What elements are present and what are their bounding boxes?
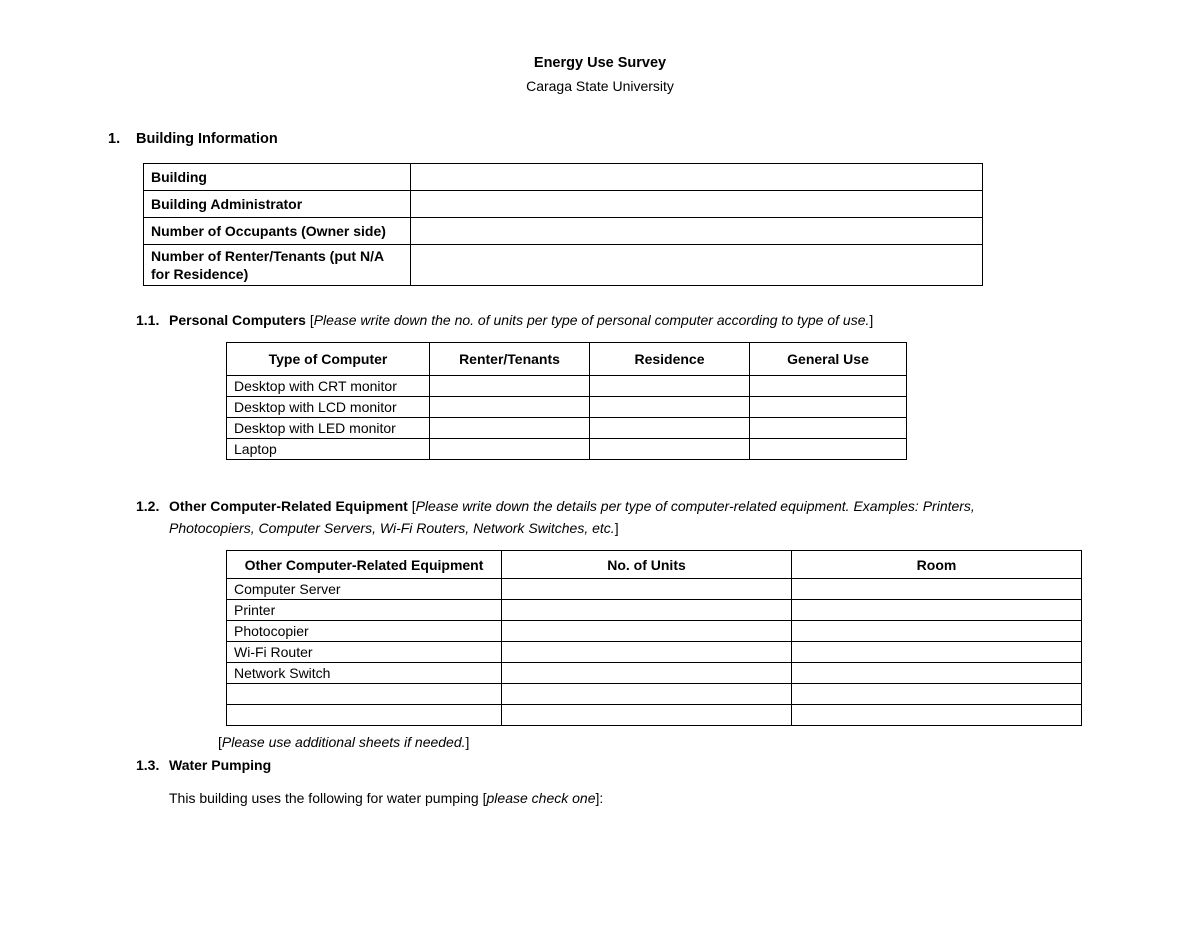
units-cell[interactable] [502,663,792,684]
water-pumping-instruction [169,790,603,806]
renter-tenants-cell[interactable] [430,418,590,439]
bracket-open: [ [309,312,314,328]
building-field[interactable] [411,164,983,191]
column-header: No. of Units [502,551,792,579]
table-header-row [227,551,1082,579]
computer-type-cell: Desktop with LCD monitor [227,397,430,418]
equipment-cell[interactable] [227,705,502,726]
units-cell[interactable] [502,705,792,726]
table-row [227,376,907,397]
general-use-cell[interactable] [750,418,907,439]
section-1-1-heading [136,309,873,331]
residence-cell[interactable] [590,376,750,397]
table-header-row [227,343,907,376]
column-header: Type of Computer [227,343,430,376]
general-use-cell[interactable] [750,376,907,397]
section-1-1-title: Personal Computers [169,312,306,328]
table-row [227,684,1082,705]
column-header: Renter/Tenants [430,343,590,376]
column-header: Other Computer-Related Equipment [227,551,502,579]
page-title: Energy Use Survey [533,55,667,71]
renter-tenants-cell[interactable] [430,397,590,418]
general-use-cell[interactable] [750,439,907,460]
section-1-3-heading [136,754,271,776]
room-cell[interactable] [792,621,1082,642]
units-cell[interactable] [502,579,792,600]
units-cell[interactable] [502,642,792,663]
number-of-occupants-field[interactable] [411,218,983,245]
computer-type-cell: Desktop with LED monitor [227,418,430,439]
equipment-cell: Network Switch [227,663,502,684]
residence-cell[interactable] [590,397,750,418]
bracket-close: ] [869,312,874,328]
section-1-2-heading [136,495,975,539]
computer-type-cell: Desktop with CRT monitor [227,376,430,397]
table-row [227,705,1082,726]
bracket-open: [ [411,498,416,514]
renter-tenants-cell[interactable] [430,439,590,460]
column-header: Residence [590,343,750,376]
instruction-text-end: ]: [595,790,604,806]
room-cell[interactable] [792,600,1082,621]
equipment-cell: Photocopier [227,621,502,642]
number-of-occupants-label: Number of Occupants (Owner side) [144,218,411,245]
table-row [227,439,907,460]
table-row [227,600,1082,621]
additional-sheets-note-text: Please use additional sheets if needed. [221,734,466,750]
instruction-text: This building uses the following for water pumping [ [169,790,487,806]
bracket-close: ] [614,520,619,536]
column-header: Room [792,551,1082,579]
other-equipment-table [226,550,1082,726]
computer-type-cell: Laptop [227,439,430,460]
section-1-2-note-line-1: Please write down the details per type of computer-related equipment. Examples: Printers, [415,498,975,514]
room-cell[interactable] [792,663,1082,684]
room-cell[interactable] [792,642,1082,663]
table-row [144,164,983,191]
room-cell[interactable] [792,684,1082,705]
number-of-renters-label: Number of Renter/Tenants (put N/A for Residence) [144,245,411,286]
units-cell[interactable] [502,684,792,705]
section-1-3-title: Water Pumping [169,757,272,773]
table-row [227,418,907,439]
page-subtitle: Caraga State University [526,78,674,94]
residence-cell[interactable] [590,439,750,460]
section-1-2-number: 1.2. [136,498,160,514]
section-1-1-note: Please write down the no. of units per type of personal computer according to type of use. [313,312,870,328]
units-cell[interactable] [502,600,792,621]
number-of-renters-field[interactable] [411,245,983,286]
table-row [144,191,983,218]
building-information-table [143,163,983,286]
section-1-number: 1. [108,131,121,147]
table-row [227,621,1082,642]
table-row [227,397,907,418]
equipment-cell: Wi-Fi Router [227,642,502,663]
personal-computers-table [226,342,907,460]
bracket-open: [ [218,734,222,750]
room-cell[interactable] [792,579,1082,600]
section-1-heading [108,131,278,147]
units-cell[interactable] [502,621,792,642]
section-1-2-note-line-2: Photocopiers, Computer Servers, Wi-Fi Routers, Network Switches, etc. [169,520,615,536]
instruction-italic: please check one [486,790,596,806]
table-row [144,218,983,245]
bracket-close: ] [465,734,470,750]
equipment-cell: Printer [227,600,502,621]
section-1-3-number: 1.3. [136,757,160,773]
room-cell[interactable] [792,705,1082,726]
section-1-title: Building Information [136,131,278,147]
general-use-cell[interactable] [750,397,907,418]
residence-cell[interactable] [590,418,750,439]
section-1-1-number: 1.1. [136,312,160,328]
section-1-2-title: Other Computer-Related Equipment [169,498,408,514]
table-row [227,642,1082,663]
table-row [144,245,983,286]
renter-tenants-cell[interactable] [430,376,590,397]
table-row [227,663,1082,684]
column-header: General Use [750,343,907,376]
equipment-cell[interactable] [227,684,502,705]
table-row [227,579,1082,600]
building-label: Building [144,164,411,191]
building-administrator-field[interactable] [411,191,983,218]
equipment-cell: Computer Server [227,579,502,600]
additional-sheets-note [218,734,469,750]
building-administrator-label: Building Administrator [144,191,411,218]
